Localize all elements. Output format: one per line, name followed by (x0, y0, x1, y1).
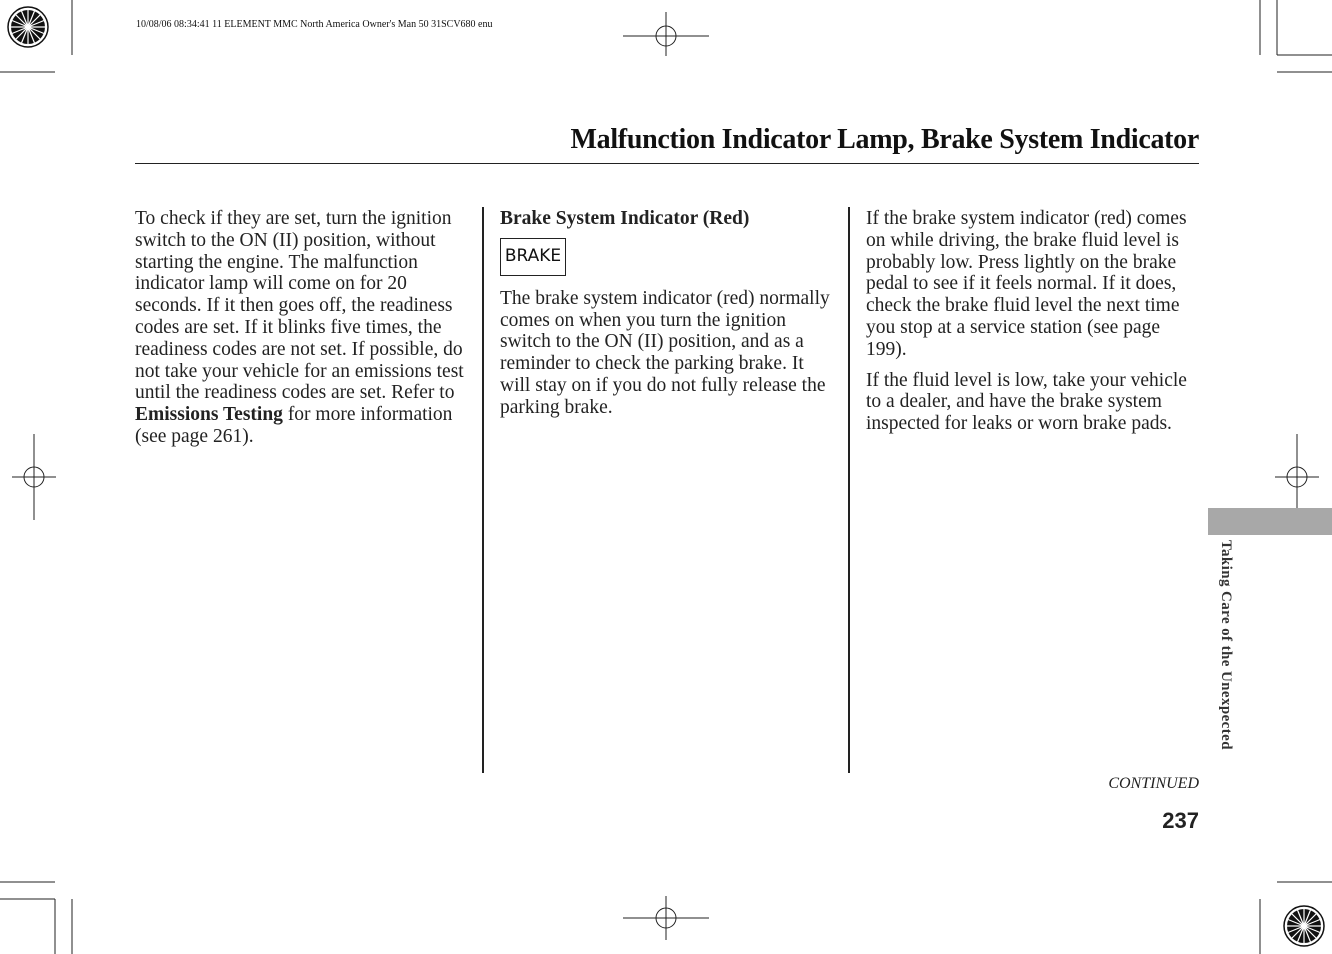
emissions-testing-ref: Emissions Testing (135, 404, 283, 426)
continued-label: CONTINUED (1108, 775, 1199, 792)
brake-driving-paragraph: If the brake system indicator (red) comes on while driving, the brake fluid level is probably low. Press lightly on the brake pedal to see if it feels normal. If it does, check the brake fluid level the next time you stop at a service station (see page 199). (866, 208, 1187, 360)
brake-paragraph: The brake system indicator (red) normally comes on when you turn the ignition switch to the ON (II) position, and as a reminder to check the parking brake. It will stay on if you do not fully release the parking brake. (500, 287, 830, 418)
column-divider-1 (482, 207, 484, 773)
section-side-label (1212, 540, 1234, 792)
fluid-low-paragraph: If the fluid level is low, take your vehicle to a dealer, and have the brake system inspected for leaks or worn brake pads. (866, 369, 1187, 435)
section-tab (1208, 508, 1332, 535)
brake-indicator-label: BRAKE (504, 245, 562, 266)
brake-section-heading: Brake System Indicator (Red) (500, 208, 750, 229)
page-number: 237 (1162, 808, 1199, 833)
page-title: Malfunction Indicator Lamp, Brake System Indicator (570, 124, 1199, 155)
column-2 (500, 208, 830, 428)
title-rule (135, 163, 1199, 164)
brake-indicator-icon (500, 238, 566, 276)
column-1 (135, 208, 470, 457)
section-side-label-text: Taking Care of the Unexpected (1218, 540, 1234, 750)
column-3 (866, 208, 1196, 444)
readiness-text: To check if they are set, turn the ignition switch to the ON (II) position, without starting the engine. The malfunction indicator lamp will come on for 20 seconds. If it then goes off, the readiness codes are set. If it blinks five times, the readiness codes are not set. If possible, do not take your vehicle for an emissions test until the readiness codes are set. Refer to (135, 208, 464, 404)
readiness-text-end: for more information (see page 261). (135, 404, 453, 447)
readiness-paragraph (135, 208, 470, 448)
column-divider-2 (848, 207, 850, 773)
print-info: 10/08/06 08:34:41 11 ELEMENT MMC North America Owner's Man 50 31SCV680 enu (136, 19, 493, 30)
